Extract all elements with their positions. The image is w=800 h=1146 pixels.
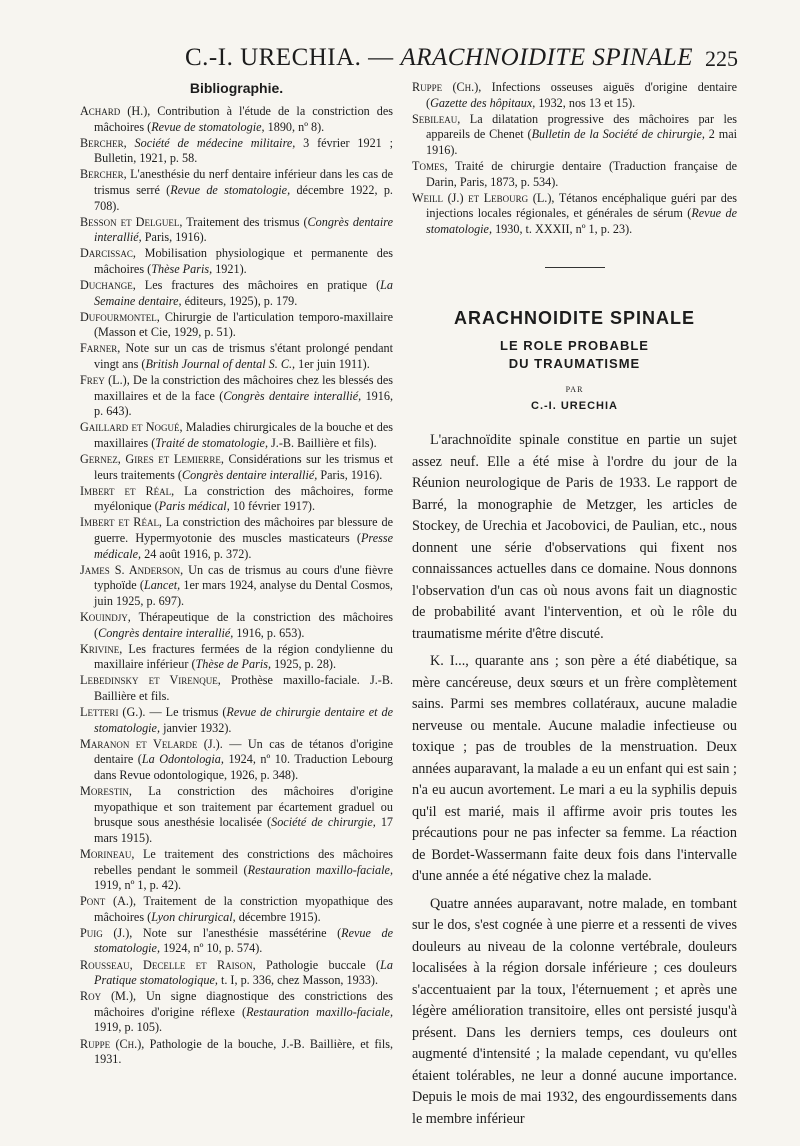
ref-text: — Le trismus ( [145, 705, 227, 720]
ref-text: L'anesthésie du nerf dentaire inférieur dans les cas de trismus serré ( [94, 167, 393, 197]
ref-author: Gernez, Gires et Lemierre, [80, 452, 224, 467]
bibliography-entry [80, 705, 393, 736]
ref-text: Note sur un cas de trismus s'étant prolongé pendant vingt ans ( [94, 341, 393, 371]
ref-author: Gaillard et Nogué, [80, 420, 183, 435]
ref-source: Restauration maxillo-faciale, [247, 862, 393, 877]
ref-text: La constriction des mâchoires par blessure de guerre. Hypermyotonie des muscles masticateurs ( [94, 515, 393, 546]
ref-author: Bercher, [80, 135, 127, 150]
ref-text: Maladies chirurgicales de la bouche et des maxillaires ( [94, 420, 393, 450]
ref-text: Note sur l'anesthésie massétérine ( [132, 925, 342, 940]
ref-author: James S. Anderson, [80, 562, 184, 577]
bibliography-entry [80, 215, 393, 246]
ref-text: Traité de chirurgie dentaire (Traduction française de Darin, Paris, 1873, p. 534). [426, 158, 737, 189]
ref-text: Prothèse maxillo-faciale. J.-B. Baillière et fils. [94, 673, 393, 703]
bibliography-entry [80, 246, 393, 277]
by-label: PAR [565, 385, 584, 395]
bibliography-title: Bibliographie. [189, 80, 284, 96]
bibliography-entry [80, 673, 393, 704]
ref-author: Ruppe (Ch.), [412, 80, 482, 94]
article-title: ARACHNOIDITE SPINALE [453, 308, 695, 329]
left-column [80, 80, 393, 1068]
bibliography-entry [80, 642, 393, 673]
bibliography-entry [80, 737, 393, 784]
bibliography-entry [80, 515, 393, 562]
ref-source: Congrès dentaire interallié, [223, 388, 362, 403]
ref-tail: décembre 1915). [235, 909, 321, 924]
ref-text: Traitement des trismus ( [182, 214, 308, 229]
article-subtitle-line2: DU TRAUMATISME [508, 356, 641, 372]
ref-author: Morineau, [80, 846, 135, 861]
ref-tail: 1916, p. 643). [94, 388, 393, 419]
article-paragraph: L'arachnoïdite spinale constitue en partie un sujet assez neuf. Elle a été mise à l'ordre du jour de la Réunion neurologique de Paris de 1933. Le rapport de Barré, la monographie de Metzger, les articles de Stockey, de Urechia et Jacobovici, de Paulian, etc., nous donnent une série d'observations qui fixent nos connaissances actuelles dans ce domaine. Nous donnons l'observation d'un cas où nous avons fait un diagnostic de probabilité avant l'intervention, et où le rôle du traumatisme mérite d'être discuté. [412, 432, 737, 642]
ref-author: Achard (H.), [80, 104, 151, 118]
bibliography-entry [80, 310, 393, 341]
ref-author: Darcissac, [80, 246, 136, 261]
ref-text: Un signe diagnostique des constrictions des mâchoires d'origine réflexe ( [94, 989, 393, 1019]
right-column [412, 80, 737, 1136]
ref-source: Paris médical, [158, 499, 230, 514]
article-subtitle-line1: LE ROLE PROBABLE [500, 338, 649, 354]
bibliography-entry [80, 847, 393, 894]
running-title-subject: ARACHNOIDITE SPINALE [400, 44, 694, 71]
ref-author: Lebedinsky et Virenque, [80, 673, 221, 688]
ref-tail: 1921). [212, 261, 247, 276]
ref-tail: 24 août 1916, p. 372). [141, 546, 252, 561]
running-title [185, 44, 693, 72]
ref-author: Rousseau, Decelle et Raison, [80, 957, 256, 972]
ref-text [127, 136, 135, 150]
ref-text: Tétanos encéphalique guéri par des injections locales régionales, et générales de sérum ( [426, 190, 738, 221]
ref-source: Congrès dentaire interallié, [94, 214, 393, 245]
bibliography-entry [80, 373, 393, 420]
bibliography-entry [80, 1037, 393, 1068]
ref-source: Revue de stomatologie, [151, 119, 265, 134]
bibliography-entry [80, 610, 393, 641]
ref-tail: 1930, t. XXXII, nº 1, p. 23). [492, 221, 633, 236]
ref-tail: 1919, nº 1, p. 42). [94, 878, 182, 893]
bibliography-entry [80, 894, 393, 925]
bibliography-entry [80, 958, 393, 989]
ref-tail: décembre 1922, p. 708). [94, 182, 393, 213]
ref-source: Thèse Paris, [151, 261, 213, 276]
ref-source: Revue de stomatologie, [170, 182, 291, 197]
ref-text: Le traitement des constrictions des mâchoires rebelles pendant le sommeil ( [94, 846, 393, 877]
ref-text: Infections osseuses aiguës d'origine dentaire ( [426, 80, 737, 110]
ref-source: Congrès dentaire interallié, [98, 625, 234, 640]
ref-author: Frey (L.), [80, 373, 130, 388]
article-paragraph: K. I..., quarante ans ; son père a été diabétique, sa mère cancéreuse, deux sœurs et un frère complètement sains. Parmi ses membres collatéraux, aucune maladie nerveuse ou mentale. Aucune maladie infectieuse ou toxique ; pas de troubles de la menstruation. Deux années auparavant, la malade a eu un enfant qui est sain ; n'a eu aucun avortement. Le mari a eu la syphilis depuis qu'il est marié, mais il affirme avoir pris toutes les précautions pour ne pas infecter sa femme. La réaction de Bordet-Wassermann faite deux fois dans l'intervalle d'une année a été négative chez la malade. [412, 653, 737, 885]
ref-source: La Semaine dentaire, [94, 278, 393, 308]
bibliography-entry [412, 112, 737, 159]
ref-tail: 1932, nos 13 et 15). [535, 95, 636, 110]
ref-source: Restauration maxillo-faciale, [246, 1004, 394, 1019]
bibliography-entry [412, 80, 737, 111]
ref-text: Contribution à l'étude de la constriction des mâchoires ( [94, 104, 393, 134]
ref-text: Un cas de trismus au cours d'une fièvre typhoïde ( [94, 562, 393, 593]
ref-text: Considérations sur les trismus et leurs traitements ( [94, 452, 393, 482]
ref-author: Puig (J.), [80, 925, 133, 940]
ref-source: Traité de stomatologie, [155, 435, 268, 450]
ref-tail: 3 février 1921 ; Bulletin, 1921, p. 58. [94, 135, 394, 166]
ref-source: Société de chirurgie, [271, 815, 376, 830]
bibliography-entry [80, 989, 393, 1036]
bibliography-entry [80, 452, 393, 483]
ref-author: Ruppe (Ch.), [80, 1036, 145, 1051]
ref-source: Revue de stomatologie, [94, 925, 393, 956]
ref-text: De la constriction des mâchoires chez les blessés des maxillaires et de la face ( [94, 373, 394, 403]
bibliography-list [80, 104, 393, 1068]
ref-author: Pont (A.), [80, 894, 137, 909]
ref-source: Bulletin de la Société de chirurgie, [531, 127, 705, 142]
ref-text: Thérapeutique de la constriction des mâchoires ( [94, 610, 393, 640]
bibliography-entry [80, 341, 393, 372]
ref-tail: janvier 1932). [160, 720, 232, 735]
ref-text: La dilatation progressive des mâchoires par les appareils de Chenet ( [426, 111, 737, 142]
bibliography-entry [80, 784, 393, 846]
ref-source: La Odontologia, [141, 752, 224, 767]
ref-author: Sebileau, [412, 111, 461, 126]
ref-author: Roy (M.), [80, 989, 137, 1004]
ref-tail: J.-B. Baillière et fils). [268, 435, 377, 450]
ref-tail: 1924, nº 10, p. 574). [160, 941, 263, 956]
ref-author: Tomes, [412, 158, 448, 173]
ref-tail: 1er mars 1924, analyse du Dental Cosmos, juin 1925, p. 697). [94, 578, 393, 608]
ref-tail: 1924, nº 10. Traduction Lebourg dans Revue odontologique, 1926, p. 348). [94, 752, 393, 782]
article-paragraph: Quatre années auparavant, notre malade, en tombant sur le dos, s'est cognée à une pierre et a ressenti de vives douleurs au niveau de la colonne vertébrale, douleurs localisées à la région dorsale inférieure ; ces douleurs s'accentuaient par la toux, l'éternuement ; et après une légère amélioration transitoire, elles ont persisté jusqu'à présent. Dans les derniers temps, ces douleurs ont augmenté d'intensité ; la malade cependant, vu qu'elles étaient tolérables, ne leur a donné aucune importance. Depuis le mois de mai 1932, des engourdissements dans le membre inférieur [412, 895, 737, 1127]
ref-source: Thèse de Paris, [195, 657, 272, 672]
ref-tail: 17 mars 1915). [94, 815, 393, 845]
ref-tail: 2 mai 1916). [426, 127, 738, 157]
bibliography-entry [80, 484, 393, 515]
ref-source: Presse médicale, [94, 531, 393, 561]
ref-source: Revue de chirurgie dentaire et de stomatologie, [94, 705, 393, 735]
ref-author: Duchange, [80, 278, 136, 293]
bibliography-list-continued [412, 80, 737, 237]
ref-tail: 1er juin 1911). [295, 357, 370, 371]
ref-tail: 1919, p. 105). [94, 1020, 163, 1035]
ref-source: Gazette des hôpitaux, [430, 95, 536, 110]
ref-text: Pathologie de la bouche, J.-B. Baillière, et fils, 1931. [94, 1036, 393, 1067]
bibliography-entry [80, 563, 393, 610]
bibliography-entry [80, 926, 393, 957]
ref-source: Société de médecine militaire, [134, 135, 296, 150]
ref-text: La constriction des mâchoires d'origine myopathique et son traitement par écartement graduel ou brusque sous anesthésie localisée ( [94, 784, 393, 830]
ref-author: Letteri (G.). [80, 705, 146, 720]
ref-tail: 10 février 1917). [229, 499, 316, 514]
bibliography-entry [80, 420, 393, 451]
bibliography-entry [80, 167, 393, 214]
ref-author: Bercher, [80, 167, 127, 182]
ref-source: British Journal of dental S. C., [145, 357, 296, 371]
ref-author: Kouindjy, [80, 610, 131, 624]
ref-author: Imbert et Réal, [80, 483, 175, 498]
ref-source: Lancet, [143, 578, 181, 593]
ref-author: Dufourmontel, [80, 309, 160, 324]
ref-source: Lyon chirurgical, [151, 909, 236, 924]
bibliography-entry [412, 191, 737, 238]
section-divider [545, 267, 605, 268]
ref-source: Revue de stomatologie, [426, 206, 737, 236]
ref-source: Congrès dentaire interallié, [182, 467, 318, 482]
running-title-author: C.-I. URECHIA. — [185, 44, 394, 71]
ref-tail: éditeurs, 1925), p. 179. [181, 293, 298, 308]
ref-text: La constriction des mâchoires, forme myélonique ( [94, 483, 393, 514]
ref-text: Pathologie buccale ( [255, 957, 381, 972]
ref-text: Mobilisation physiologique et permanente des mâchoires ( [94, 246, 393, 276]
ref-tail: t. I, p. 336, chez Masson, 1933). [217, 973, 379, 988]
ref-tail: 1916, p. 653). [233, 625, 305, 640]
ref-tail: Paris, 1916). [141, 230, 207, 245]
ref-author: Morestin, [80, 784, 132, 799]
ref-author: Besson et Delguel, [80, 214, 183, 229]
ref-author: Maranon et Velarde (J.). [80, 736, 223, 751]
ref-author: Weill (J.) et Lebourg (L.), [412, 190, 555, 205]
ref-tail: Paris, 1916). [317, 467, 383, 482]
running-header [0, 44, 800, 84]
bibliography-entry [80, 136, 393, 167]
bibliography-entry [80, 278, 393, 309]
ref-author: Krivine, [80, 641, 123, 656]
ref-text: — Un cas de tétanos d'origine dentaire ( [94, 736, 393, 767]
bibliography-entry [80, 104, 393, 135]
ref-text: Traitement de la constriction myopathique des mâchoires ( [94, 894, 393, 924]
ref-text: Les fractures des mâchoires en pratique ( [135, 278, 381, 293]
article-author: C.-I. URECHIA [531, 400, 618, 413]
ref-tail: 1925, p. 28). [271, 657, 337, 672]
bibliography-entry [412, 159, 737, 190]
ref-tail: 1890, nº 8). [264, 119, 325, 134]
article-body [412, 430, 737, 1130]
ref-text: Les fractures fermées de la région condylienne du maxillaire inférieur ( [94, 641, 393, 672]
ref-author: Farner, [80, 341, 121, 356]
ref-text: Chirurgie de l'articulation temporo-maxillaire (Masson et Cie, 1929, p. 51). [94, 309, 393, 340]
ref-source: La Pratique stomatologique, [94, 957, 393, 988]
ref-author: Imbert et Réal, [80, 515, 162, 530]
page-number: 225 [705, 46, 738, 71]
